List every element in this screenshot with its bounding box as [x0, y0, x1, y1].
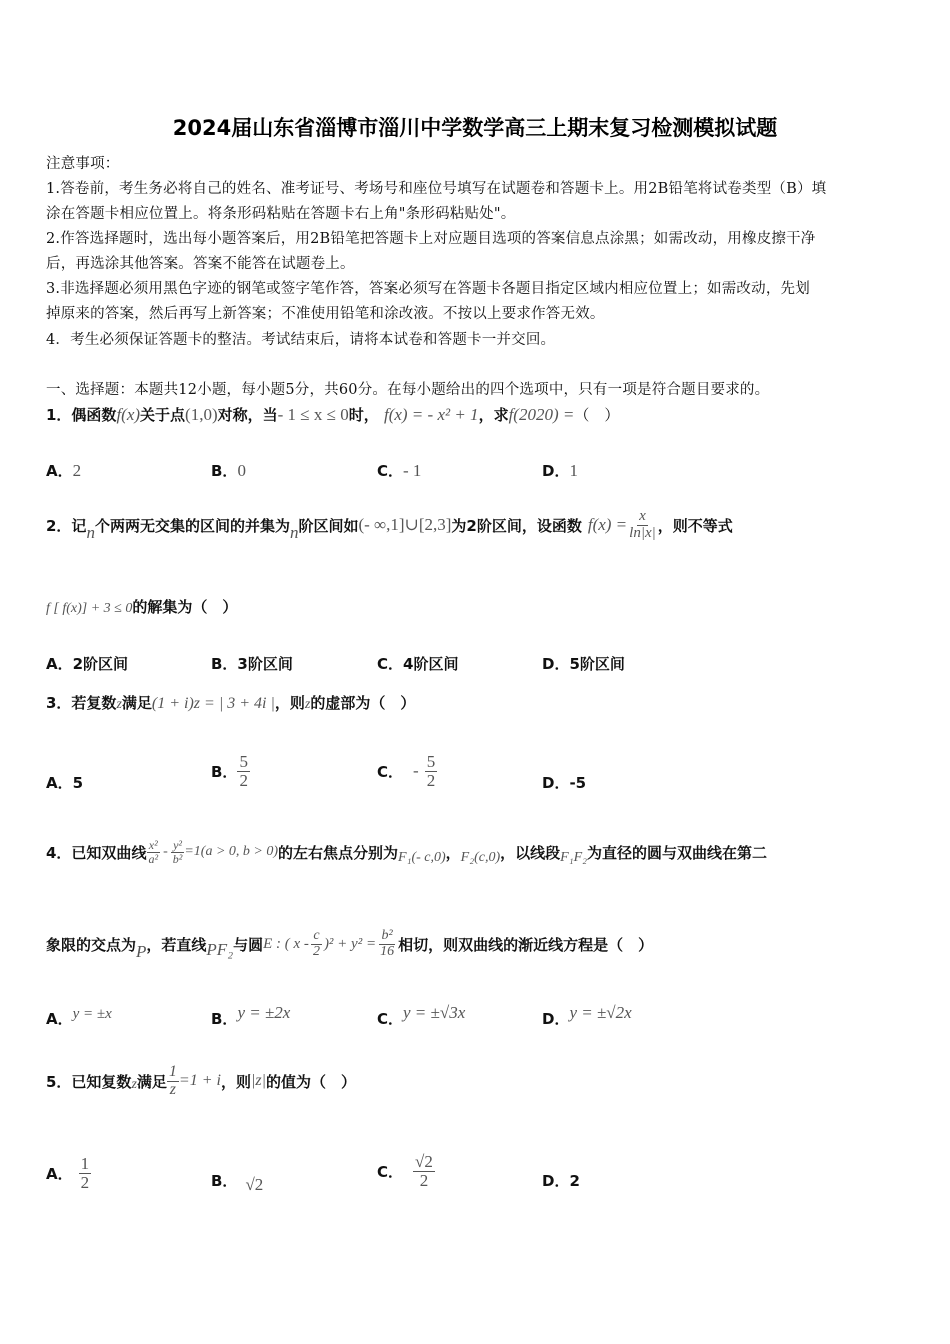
option-d[interactable]: D．2 [542, 1172, 580, 1190]
option-a[interactable]: A．y = ±x [46, 1006, 112, 1028]
notice-line: 掉原来的答案，然后再写上新答案；不准使用铅笔和涂改液。不按以上要求作答无效。 [46, 306, 605, 322]
question-4-line-2: 象限的交点为 P ，若直线 PF₂ 与圆 E : ( x - $\frac{c}{2}$ )² + y² = $\frac{\text{b²}}{16}$ 相切，则双曲线的渐近线方程是（ ） [46, 927, 654, 961]
notice-heading: 注意事项： [46, 156, 120, 172]
option-c[interactable]: C． - $\frac{5}{2}$ [377, 751, 436, 790]
option-a[interactable]: A．2 [46, 461, 82, 480]
notice-line: 4．考生必须保证答题卡的整洁。考试结束后，请将本试卷和答题卡一并交回。 [46, 332, 556, 348]
question-4: 4．已知双曲线 $\frac{\text{x²}}{\text{a²}}$ - $\frac{\text{y²}}{\text{b²}}$ =1(a > 0, b > 0) 的左右焦点分别为 F₁(- c,0) ， F₂(c,0) ，以线段 F₁F₂ 为直径的圆与双曲线在第二 [46, 837, 768, 866]
option-a[interactable]: A．2阶区间 [46, 655, 129, 673]
option-b[interactable]: B．0 [211, 461, 246, 480]
option-c[interactable]: C．- 1 [377, 461, 422, 480]
question-2-line-2: f [ f(x)] + 3 ≤ 0的解集为（ ） [46, 598, 238, 616]
option-d[interactable]: D．1 [542, 461, 578, 480]
option-c[interactable]: C．y = ±√3x [377, 1003, 466, 1028]
option-a[interactable]: A．5 [46, 774, 84, 792]
option-b[interactable]: B．y = ±2x [211, 1003, 291, 1028]
option-a[interactable]: A． $\frac{1}{2}$ [46, 1153, 90, 1192]
page-title: 2024届山东省淄博市淄川中学数学高三上期末复习检测模拟试题 [172, 116, 778, 140]
question-3: 3．若复数z满足(1 + i)z = | 3 + 4i |，则z的虚部为（ ） [46, 694, 416, 712]
option-d[interactable]: D．5阶区间 [542, 655, 625, 673]
notice-line: 3.非选择题必须用黑色字迹的钢笔或签字笔作答，答案必须写在答题卡各题目指定区域内相应位置上；如需改动，先划 [46, 281, 810, 297]
notice-line: 2.作答选择题时，选出每小题答案后，用2B铅笔把答题卡上对应题目选项的答案信息点涂黑；如需改动，用橡皮擦干净 [46, 231, 816, 247]
option-c[interactable]: C．4阶区间 [377, 655, 459, 673]
option-b[interactable]: B．3阶区间 [211, 655, 293, 673]
option-d[interactable]: D．-5 [542, 774, 587, 792]
section-heading: 一、选择题：本题共12小题，每小题5分，共60分。在每小题给出的四个选项中，只有一项是符合题目要求的。 [46, 382, 770, 398]
question-5: 5．已知复数 z 满足 $\frac{1}{z}$ =1 + i ，则 |z| 的值为（ ） [46, 1062, 357, 1098]
question-1: 1．偶函数f(x)关于点(1,0)对称，当- 1 ≤ x ≤ 0时， f(x) = - x² + 1，求f(2020) =（ ） [46, 405, 620, 424]
question-2: 2．记 n 个两两无交集的区间的并集为 n 阶区间如 (- ∞,1]∪[2,3] 为2阶区间，设函数 f(x) = $\frac{x}{\ln|x|}$ ，则不等式 [46, 507, 733, 542]
option-c[interactable]: C． $\frac{√2}{2}$ [377, 1151, 433, 1190]
notice-line: 1.答卷前，考生务必将自己的姓名、准考证号、考场号和座位号填写在试题卷和答题卡上。用2B铅笔将试卷类型（B）填 [46, 181, 827, 197]
option-b[interactable]: B． √2 [211, 1172, 264, 1194]
notice-line: 涂在答题卡相应位置上。将条形码粘贴在答题卡右上角"条形码粘贴处"。 [46, 206, 516, 222]
option-d[interactable]: D．y = ±√2x [542, 1003, 632, 1028]
option-b[interactable]: B． $\frac{5}{2}$ [211, 751, 248, 790]
notice-line: 后，再选涂其他答案。答案不能答在试题卷上。 [46, 256, 355, 272]
